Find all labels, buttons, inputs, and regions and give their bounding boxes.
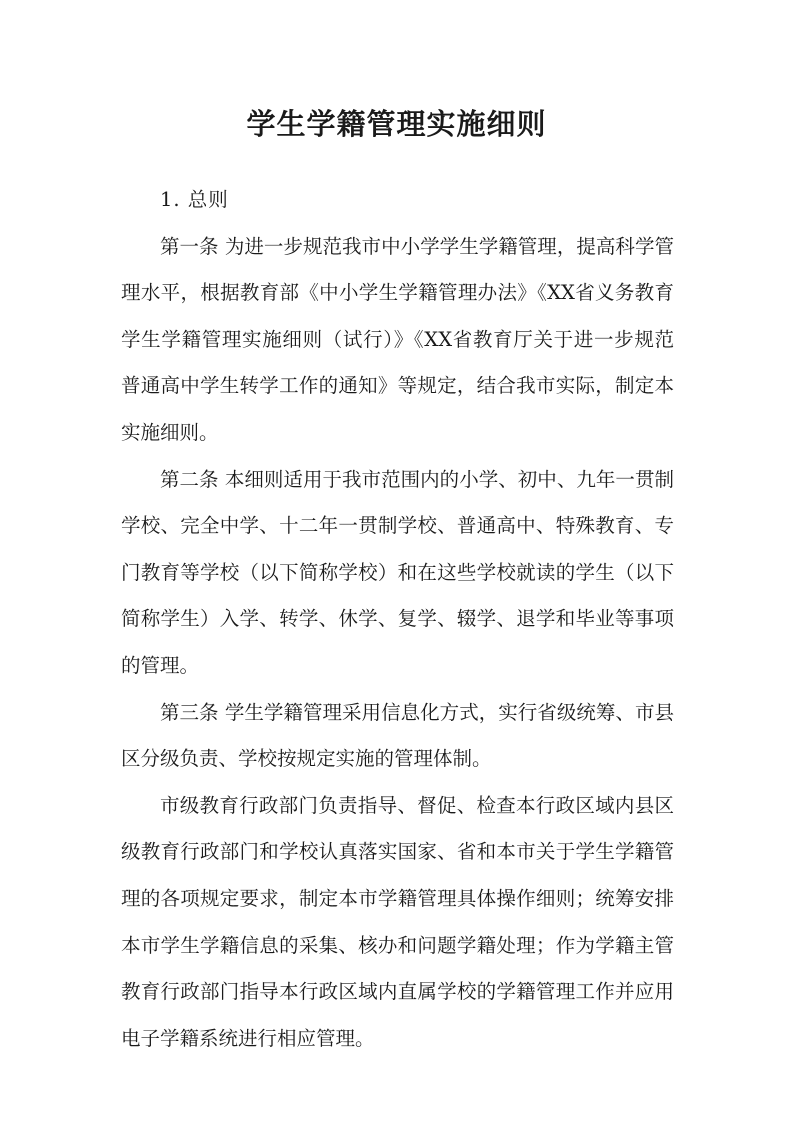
- article-3-paragraph: 第三条 学生学籍管理采用信息化方式，实行省级统筹、市县区分级负责、学校按规定实施的管理体制。: [121, 700, 674, 771]
- municipal-responsibility-paragraph: 市级教育行政部门负责指导、督促、检查本行政区域内县区级教育行政部门和学校认真落实国家、省和本市关于学生学籍管理的各项规定要求，制定本市学籍管理具体操作细则；统筹安排本市学生学籍信息的采集、核办和问题学籍处理；作为学籍主管教育行政部门指导本行政区域内直属学校的学籍管理工作并应用电子学籍系统进行相应管理。: [121, 793, 674, 1050]
- document-body: [121, 177, 674, 1062]
- article-2-paragraph: 第二条 本细则适用于我市范围内的小学、初中、九年一贯制学校、完全中学、十二年一贯制学校、普通高中、特殊教育、专门教育等学校（以下简称学校）和在这些学校就读的学生（以下简称学生）入学、转学、休学、复学、辍学、退学和毕业等事项的管理。: [121, 467, 674, 677]
- article-1-paragraph: 第一条 为进一步规范我市中小学学生学籍管理，提高科学管理水平，根据教育部《中小学生学籍管理办法》《XX省义务教育学生学籍管理实施细则（试行）》《XX省教育厅关于进一步规范普通高中学生转学工作的通知》等规定，结合我市实际，制定本实施细则。: [121, 234, 674, 444]
- section-heading-general: 1. 总则: [160, 188, 229, 211]
- document-title: 学生学籍管理实施细则: [246, 107, 547, 141]
